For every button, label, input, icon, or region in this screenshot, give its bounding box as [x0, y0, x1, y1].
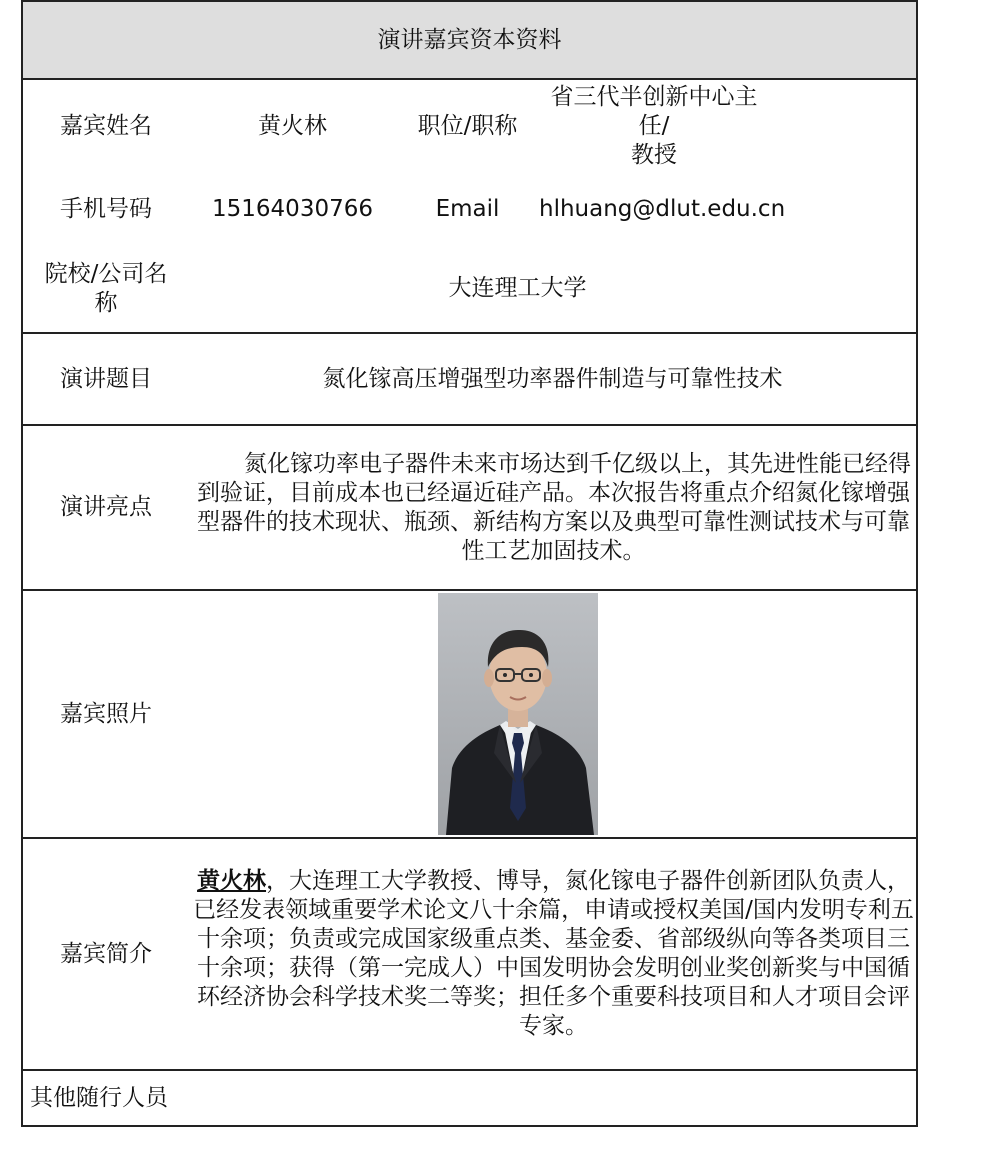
org-label [22, 245, 189, 333]
email-label: Email [435, 195, 500, 222]
phone-value: 15164030766 [212, 195, 373, 222]
speaker-form [21, 0, 916, 1127]
portrait-photo-icon [438, 593, 598, 835]
highlight-text-cell [189, 425, 917, 590]
name-value: 黄火林 [258, 113, 327, 139]
topic-value: 氮化镓高压增强型功率器件制造与可靠性技术 [189, 333, 917, 425]
name-label: 嘉宾姓名 [22, 79, 189, 173]
form-title: 演讲嘉宾资本资料 [22, 1, 917, 79]
other-label: 其他随行人员 [22, 1070, 189, 1126]
bio-text-cell [189, 838, 917, 1070]
highlight-label: 演讲亮点 [22, 425, 189, 590]
photo-cell [189, 590, 917, 838]
email-value: hlhuang@dlut.edu.cn [539, 195, 786, 222]
photo-label: 嘉宾照片 [22, 590, 189, 838]
phone-label: 手机号码 [22, 173, 189, 245]
portrait-svg [438, 593, 598, 835]
position-label: 职位/职称 [417, 113, 518, 139]
bio-label: 嘉宾简介 [22, 838, 189, 1070]
speaker-info-table [21, 0, 918, 1127]
bio-text: ，大连理工大学教授、博导，氮化镓电子器件创新团队负责人，已经发表领域重要学术论文八十余篇，申请或授权美国/国内发明专利五十余项；负责或完成国家级重点类、基金委、省部级纵向等各类项目三十余项；获得（第一完成人）中国发明协会发明创业奖创新奖与中国循环经济协会科学技术奖二等奖；担任多个重要科技项目和人才项目会评专家。 [193, 868, 914, 1039]
topic-label: 演讲题目 [22, 333, 189, 425]
position-value-line2: 教授 [631, 142, 677, 168]
position-value-line1: 省三代半创新中心主任/ [550, 84, 758, 139]
other-value[interactable] [189, 1070, 917, 1126]
org-value: 大连理工大学 [189, 245, 917, 333]
bio-name: 黄火林 [197, 868, 267, 894]
org-label-line1: 院校/公司名 [44, 260, 168, 287]
position-value [539, 79, 769, 173]
highlight-text: 氮化镓功率电子器件未来市场达到千亿级以上，其先进性能已经得到验证，目前成本也已经逼近硅产品。本次报告将重点介绍氮化镓增强型器件的技术现状、瓶颈、新结构方案以及典型可靠性测试技术与可靠性工艺加固技术。 [197, 450, 912, 564]
org-label-line2: 称 [94, 289, 118, 316]
